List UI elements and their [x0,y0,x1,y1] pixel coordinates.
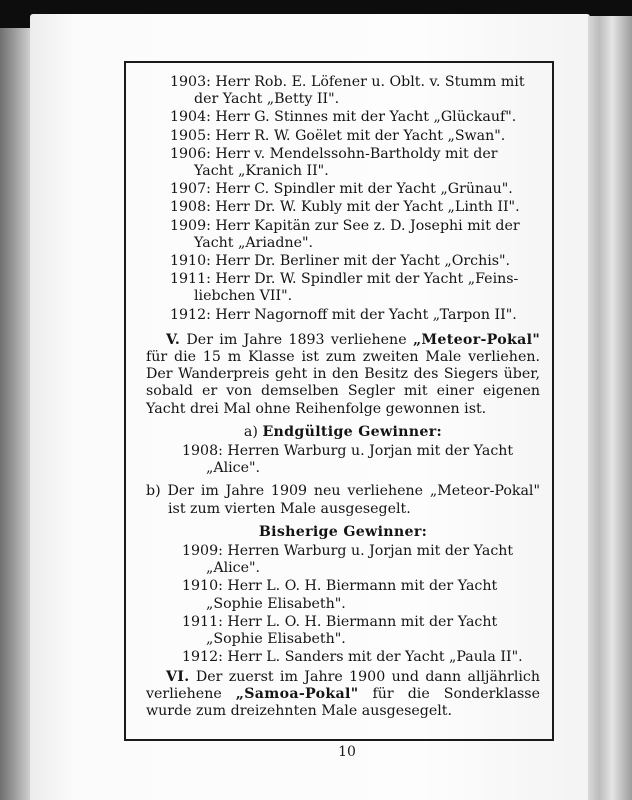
winner-entry: 1907: Herr C. Spindler mit der Yacht „Grünau". [170,181,513,198]
winner-entry: 1906: Herr v. Mendelssohn-Bartholdy mit der Yacht „Kranich II". [170,145,498,180]
subsection-b-paragraph: b) Der im Jahre 1909 neu verliehene „Meteor-Pokal" ist zum vierten Male ausgesegelt. [146,483,540,517]
samoa-pokal-title: „Samoa-Pokal" [235,685,359,702]
winner-entry: 1912: Herr Nagornoff mit der Yacht „Tarpon II". [170,306,517,323]
winner-entry: 1909: Herr Kapitän zur See z. D. Josephi mit der Yacht „Ariadne". [170,217,520,251]
winner-entry: 1911: Herr L. O. H. Biermann mit der Yacht „Sophie Elisabeth". [182,613,498,648]
subsection-a-heading: a) Endgültige Gewinner: [243,423,443,440]
winner-entry: 1903: Herr Rob. E. Löfener u. Oblt. v. Stumm mit der Yacht „Betty II". [170,74,525,108]
winner-entry: 1911: Herr Dr. W. Spindler mit der Yacht „Feins-liebchen VII". [170,271,519,305]
winner-entry: 1910: Herr Dr. Berliner mit der Yacht „Orchis". [170,253,511,270]
winner-entry: 1908: Herren Warburg u. Jorjan mit der Yacht „Alice". [182,443,514,477]
page-number: 10 [338,744,356,760]
subsection-b-heading: Bisherige Gewinner: [258,523,428,540]
winner-entry: 1908: Herr Dr. W. Kubly mit der Yacht „Linth II". [170,199,520,216]
right-page-edge [588,16,632,800]
winner-entry: 1912: Herr L. Sanders mit der Yacht „Paula II". [182,649,523,666]
winner-entry: 1904: Herr G. Stinnes mit der Yacht „Glückauf". [170,109,517,126]
meteor-pokal-title: „Meteor-Pokal" [412,331,541,348]
winner-entry: 1905: Herr R. W. Goëlet mit der Yacht „Swan". [170,127,506,144]
winner-entry: 1910: Herr L. O. H. Biermann mit der Yacht „Sophie Elisabeth". [182,578,498,612]
page-content [146,74,540,720]
section-vi-paragraph: VI. Der zuerst im Jahre 1900 und dann alljährlich verliehene „Samoa-Pokal" für die Sonderklasse wurde zum dreizehnten Male ausgesegelt. [146,668,540,719]
section-v-paragraph: V. Der im Jahre 1893 verliehene „Meteor-Pokal" für die 15 m Klasse ist zum zweiten Male verliehen. Der Wanderpreis geht in den Besitz des Siegers über, sobald er von demselben Segler mit einer eigenen Yacht drei Mal ohne Reihenfolge gewonnen ist. [146,331,541,417]
winner-entry: 1909: Herren Warburg u. Jorjan mit der Yacht „Alice". [182,543,514,577]
winners-list-1903-1912 [146,74,540,324]
